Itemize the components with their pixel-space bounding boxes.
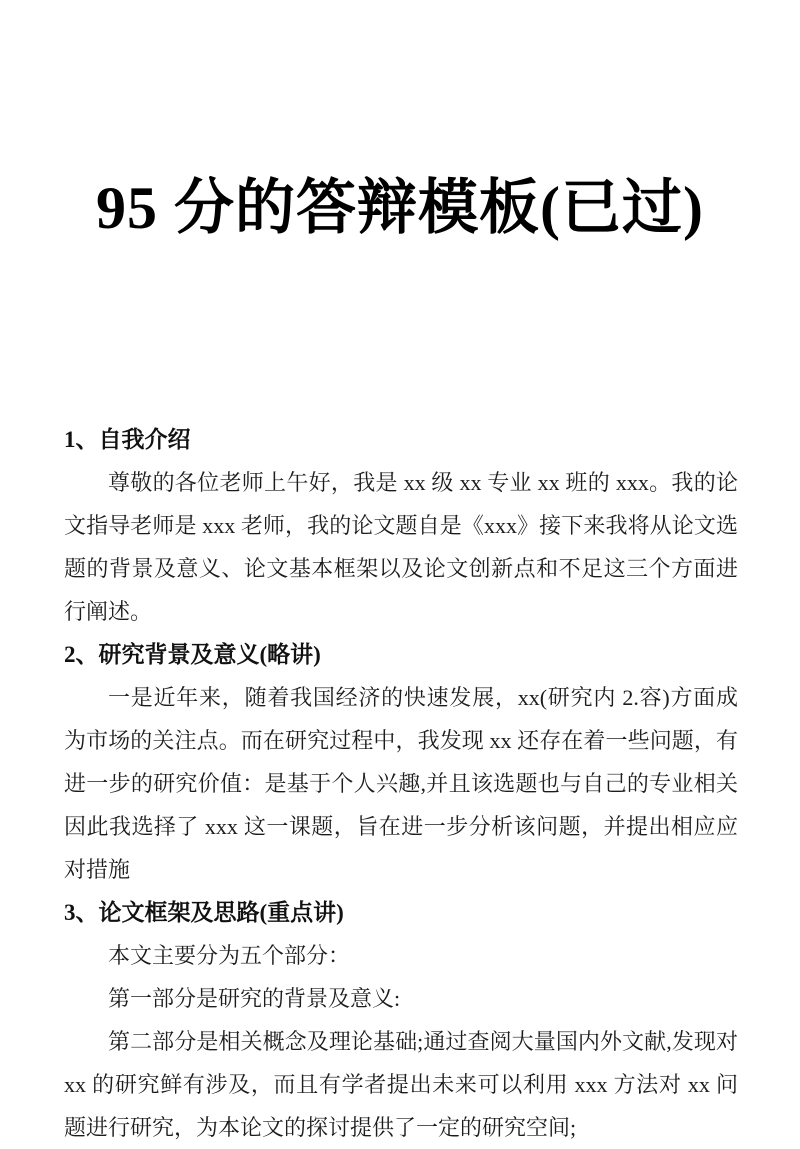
section-heading-1: 1、自我介绍 — [64, 427, 191, 452]
section-heading-2: 2、研究背景及意义(略讲) — [64, 642, 321, 667]
document-body — [0, 418, 800, 1149]
section-3-paragraph: 第二部分是相关概念及理论基础;通过查阅大量国内外文献,发现对 xx 的研究鲜有涉及，而且有学者提出未来可以利用 xxx 方法对 xx 问题进行研究，为本论文的探讨提供了一定的研究空间; — [64, 1029, 738, 1140]
section-2-paragraph: 一是近年来，随着我国经济的快速发展，xx(研究内 2.容)方面成为市场的关注点。而在研究过程中，我发现 xx 还存在着一些问题，有进一步的研究价值：是基于个人兴趣,并且该选题也与自己的专业相关因此我选择了 xxx 这一课题，旨在进一步分析该问题，并提出相应应对措施 — [64, 685, 738, 882]
document-title: 95 分的答辩模板(已过) — [96, 175, 704, 241]
section-3-paragraph: 第一部分是研究的背景及意义: — [108, 986, 401, 1011]
section-1-paragraph: 尊敬的各位老师上午好，我是 xx 级 xx 专业 xx 班的 xxx。我的论文指导老师是 xxx 老师，我的论文题自是《xxx》接下来我将从论文选题的背景及意义、论文基本框架以及论文创新点和不足这三个方面进行阐述。 — [64, 470, 738, 624]
section-3-paragraph: 本文主要分为五个部分： — [108, 943, 351, 968]
section-heading-3: 3、论文框架及思路(重点讲) — [64, 900, 344, 925]
